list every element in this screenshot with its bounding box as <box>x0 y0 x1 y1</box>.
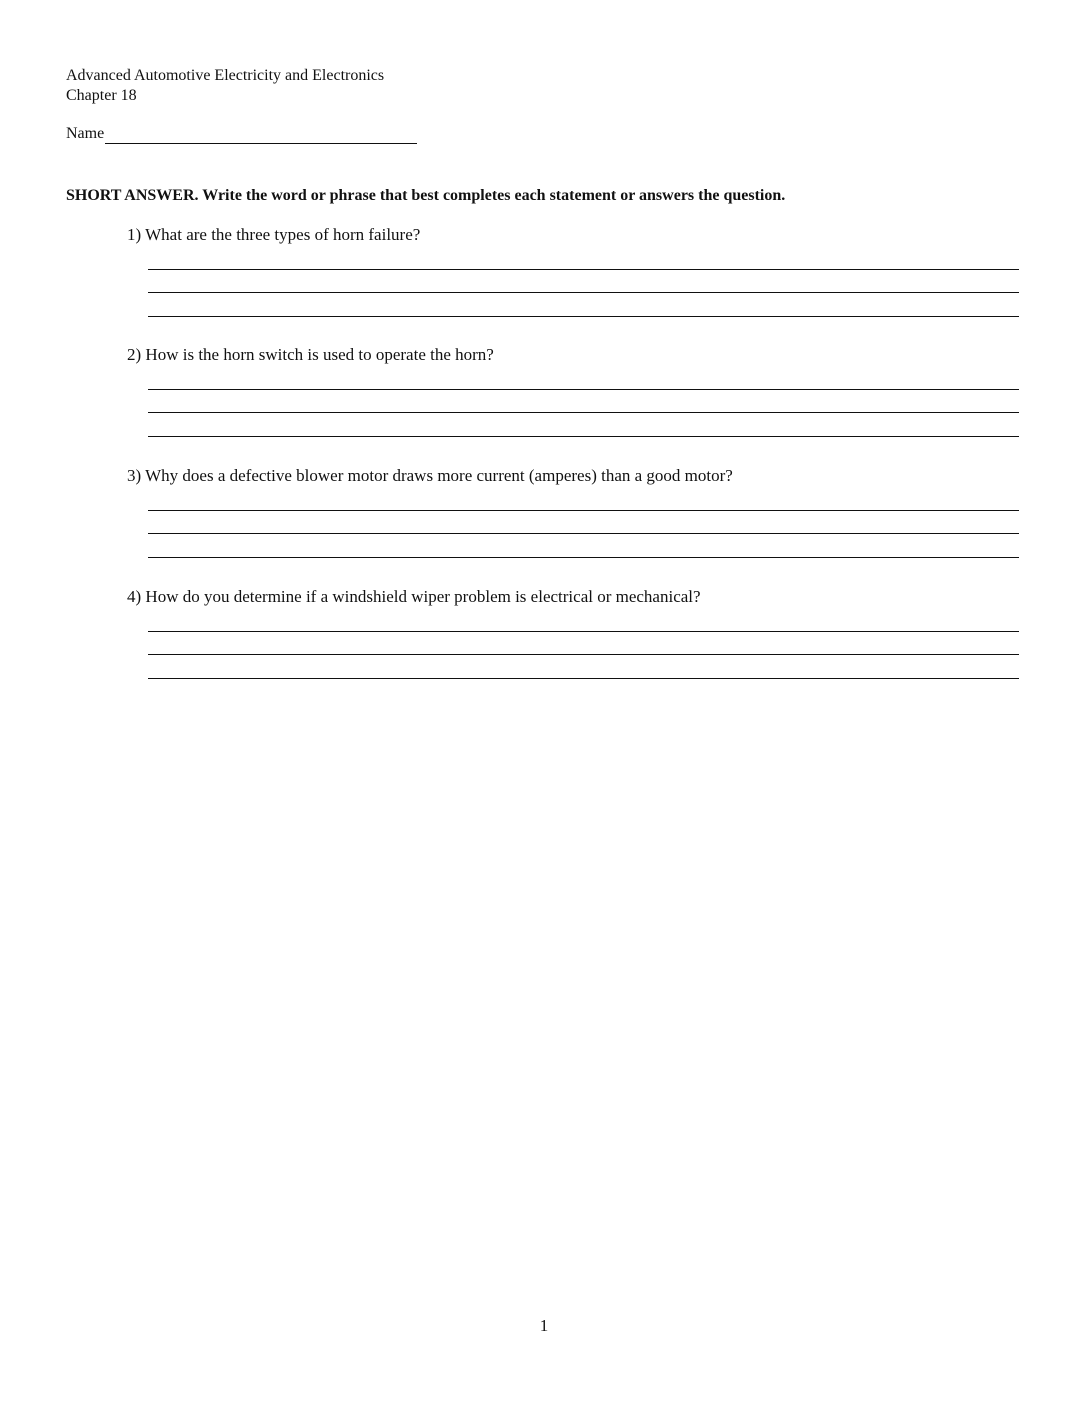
answer-line[interactable] <box>148 389 1019 390</box>
question-1 <box>127 225 1019 245</box>
question-text <box>127 345 1019 365</box>
answer-line[interactable] <box>148 631 1019 632</box>
answer-line[interactable] <box>148 510 1019 511</box>
question-prompt: What are the three types of horn failure? <box>145 225 421 244</box>
answer-line[interactable] <box>148 316 1019 317</box>
page-number: 1 <box>539 1316 549 1335</box>
answer-line[interactable] <box>148 654 1019 655</box>
answer-line[interactable] <box>148 557 1019 558</box>
question-4 <box>127 587 1019 607</box>
question-number: 4) <box>127 587 142 606</box>
name-label: Name <box>66 125 105 142</box>
answer-line[interactable] <box>148 436 1019 437</box>
name-row <box>66 124 417 144</box>
chapter-label: Chapter 18 <box>66 87 137 104</box>
question-text <box>127 225 1019 245</box>
question-number: 1) <box>127 225 142 244</box>
question-number: 3) <box>127 466 142 485</box>
question-3 <box>127 466 1019 486</box>
answer-line[interactable] <box>148 412 1019 413</box>
course-title: Advanced Automotive Electricity and Electronics <box>66 67 385 84</box>
question-number: 2) <box>127 345 142 364</box>
question-text <box>127 587 1019 607</box>
question-text <box>127 466 1019 486</box>
question-2 <box>127 345 1019 365</box>
section-instructions: SHORT ANSWER. Write the word or phrase that best completes each statement or answers the question. <box>66 187 786 204</box>
answer-line[interactable] <box>148 678 1019 679</box>
answer-line[interactable] <box>148 269 1019 270</box>
question-prompt: How do you determine if a windshield wiper problem is electrical or mechanical? <box>145 587 701 606</box>
question-prompt: Why does a defective blower motor draws more current (amperes) than a good motor? <box>145 466 733 485</box>
question-prompt: How is the horn switch is used to operate the horn? <box>145 345 494 364</box>
answer-line[interactable] <box>148 533 1019 534</box>
answer-line[interactable] <box>148 292 1019 293</box>
name-blank-line[interactable] <box>105 125 417 144</box>
